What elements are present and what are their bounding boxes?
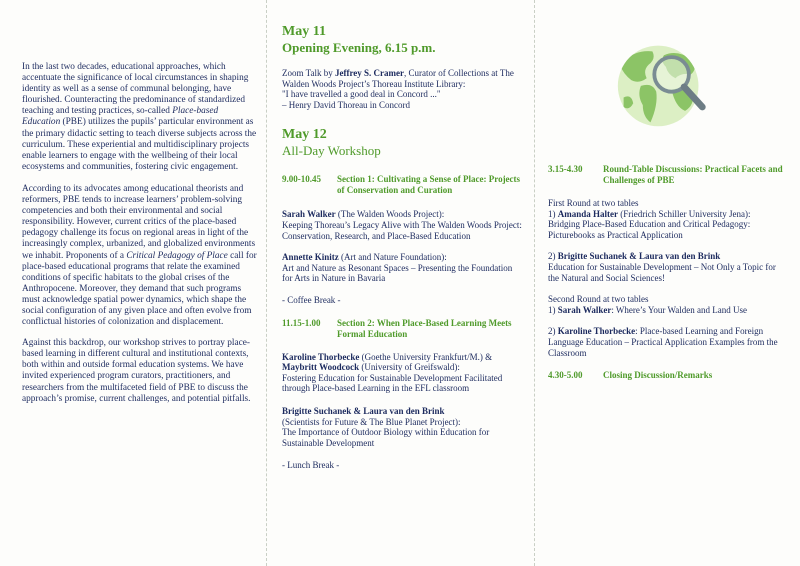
- talk-thorbecke-woodcock: Karoline Thorbecke (Goethe University Frankfurt/M.) & Maybritt Woodcock (University of Greifswald): Fostering Education for Sustainable Development Facilitated through Place-based Learning in the EFL classroom: [282, 351, 503, 394]
- section-1-heading: 9.00-10.45 Section 1: Cultivating a Sense of Place: Projects of Conservation and Curation: [282, 174, 521, 196]
- section-4-heading: 4.30-5.00 Closing Discussion/Remarks: [548, 370, 713, 381]
- roundtable-thorbecke: 2) Karoline Thorbecke: Place-based Learning and Foreign Language Education – Practical Application Examples from the Classroom: [548, 326, 778, 358]
- round-1-heading: First Round at two tables: [548, 198, 639, 208]
- opening-talk: Zoom Talk by Jeffrey S. Cramer, Curator of Collections at The Walden Woods Project’s Thoreau Institute Library: "I have travelled a good deal in Concord ..." – Henry David Thoreau in Concord: [282, 68, 514, 110]
- fold-line-2: [534, 0, 535, 566]
- talk-walker: Sarah Walker (The Walden Woods Project): Keeping Thoreau’s Legacy Alive with The Walden Woods Project: Conservation, Research, and Place-Based Education: [282, 209, 522, 241]
- lunch-break: - Lunch Break -: [282, 460, 340, 471]
- program-column-1: [282, 0, 522, 471]
- round-2-heading: Second Round at two tables: [548, 294, 649, 305]
- roundtable-halter: 1) Amanda Halter (Friedrich Schiller University Jena): Bridging Place-Based Education and Critical Pedagogy: Picturebooks as Practical Application: [548, 208, 751, 240]
- section-2-heading: 11.15-1.00 Section 2: When Place-Based Learning Meets Formal Education: [282, 317, 512, 339]
- talk-kinitz: Annette Kinitz (Art and Nature Foundation): Art and Nature as Resonant Spaces – Presenting the Foundation for Arts in Nature in Bavaria: [282, 252, 513, 284]
- intro-paragraph-2: According to its advocates among educational theorists and reformers, PBE tends to increase learners’ problem-solving competencies and both their environmental and social responsibility. However, current critics of the place-based pedagogy challenge its focus on regional areas in light of the increasingly complex, urbanized, and globalized environments we inhabit. Proponents of a Critical Pedagogy of Place call for place-based educational programs that relate the examined conditions of specific habitats to the global crises of the Anthropocene. Moreover, they demand that such programs must acknowledge spatial power dynamics, which shape the social configuration of any given place and often evolve from conflictual histories of colonization and displacement.: [22, 183, 257, 328]
- may11-title: Opening Evening, 6.15 p.m.: [282, 40, 436, 55]
- roundtable-walker: 1) Sarah Walker: Where’s Your Walden and Land Use: [548, 304, 748, 315]
- section-3-heading: 3.15-4.30 Round-Table Discussions: Practical Facets and Challenges of PBE: [548, 164, 783, 185]
- may12-title: All-Day Workshop: [282, 143, 381, 159]
- may11-date: May 11: [282, 24, 326, 39]
- talk-suchanek-brink: Brigitte Suchanek & Laura van den Brink (Scientists for Future & The Blue Planet Project): The Importance of Outdoor Biology within Education for Sustainable Development: [282, 405, 490, 448]
- intro-column: [22, 62, 258, 416]
- may12-date: May 12: [282, 127, 327, 143]
- roundtable-suchanek-brink: 2) Brigitte Suchanek & Laura van den Brink Education for Sustainable Development – Not Only a Topic for the Natural and Social Sciences!: [548, 251, 776, 283]
- coffee-break: - Coffee Break -: [282, 294, 341, 305]
- intro-paragraph-1: In the last two decades, educational approaches, which accentuate the significance of local circumstances in shaping identity as well as a sense of communal belonging, have flourished. Counteracting the predominance of standardized teaching and testing practices, so-called Place-based Education (PBE) utilizes the pupils’ particular environment as the primary didactic setting to teach diverse subjects across the curriculum. These experiential and multidisciplinary projects enable learners to engage with the wellbeing of their local ecosystems and communities, fostering civic engagement.: [22, 62, 257, 172]
- intro-paragraph-3: Against this backdrop, our workshop strives to portray place-based learning in different cultural and institutional contexts, both within and outside formal education systems. We have invited experienced program curators, practitioners, and researchers from the multifaceted field of PBE to discuss the approach’s promise, current challenges, and potential pitfalls.: [22, 338, 251, 404]
- fold-line-1: [266, 0, 267, 566]
- program-column-2: [548, 0, 788, 381]
